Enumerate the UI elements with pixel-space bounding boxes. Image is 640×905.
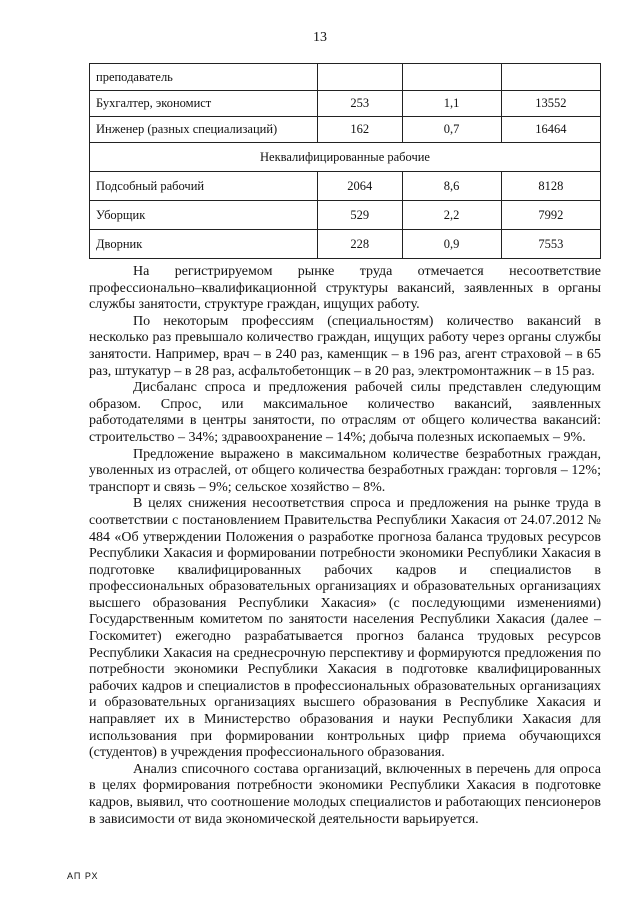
page-number: 13 xyxy=(313,30,327,45)
table-cell: 2064 xyxy=(318,172,402,201)
vacancy-table xyxy=(89,63,601,259)
table-cell-label: преподаватель xyxy=(90,64,318,91)
table-row xyxy=(90,230,601,259)
table-cell-label: Инженер (разных специализаций) xyxy=(90,117,318,143)
table-cell: 529 xyxy=(318,201,402,230)
paragraph: По некоторым профессиям (специальностям) количество вакансий в несколько раз превышало количество граждан, ищущих работу через органы службы занятости. Например, врач – в 240 раз, каменщик – в 196 раз, агент страховой – в 65 раз, штукатур – в 28 раз, асфальтобетонщик – в 20 раз, электромонтажник – в 15 раз. xyxy=(89,313,601,379)
table-cell xyxy=(501,64,600,91)
paragraph: На регистрируемом рынке труда отмечается несоответствие профессионально–квалификационной структуры вакансий, заявленных в органы службы занятости, структуре граждан, ищущих работу. xyxy=(89,264,601,313)
paragraph: Дисбаланс спроса и предложения рабочей силы представлен следующим образом. Спрос, или максимальное количество вакансий, заявленных работодателями в центры занятости, по отраслям от общего количества вакансий: строительство – 34%; здравоохранение – 14%; добыча полезных ископаемых – 9%. xyxy=(89,380,601,445)
table-row xyxy=(90,201,601,230)
table-row xyxy=(90,91,601,117)
body-text xyxy=(89,264,601,828)
table-cell: 228 xyxy=(318,230,402,259)
table-cell: 8128 xyxy=(501,172,600,201)
table-cell: 253 xyxy=(318,91,402,117)
table-cell: 13552 xyxy=(501,91,600,117)
footer-mark: АП РХ xyxy=(67,871,99,881)
table-cell: 0,9 xyxy=(402,230,501,259)
table-section-row xyxy=(90,143,601,172)
table-cell: 8,6 xyxy=(402,172,501,201)
table-section-title: Неквалифицированные рабочие xyxy=(90,143,601,172)
table-cell-label: Бухгалтер, экономист xyxy=(90,91,318,117)
table-cell: 7553 xyxy=(501,230,600,259)
table-cell xyxy=(318,64,402,91)
table-cell: 0,7 xyxy=(402,117,501,143)
table-cell: 162 xyxy=(318,117,402,143)
paragraph: Предложение выражено в максимальном количестве безработных граждан, уволенных из отраслей, от общего количества безработных граждан: торговля – 12%; транспорт и связь – 9%; сельское хозяйство – 8%. xyxy=(89,446,601,495)
table-cell xyxy=(402,64,501,91)
table-cell-label: Уборщик xyxy=(90,201,318,230)
paragraph: В целях снижения несоответствия спроса и предложения на рынке труда в соответствии с постановлением Правительства Республики Хакасия от 24.07.2012 № 484 «Об утверждении Положения о разработке прогноза баланса трудовых ресурсов Республики Хакасия и формировании потребности экономики Республики Хакасия в подготовке квалифицированных рабочих кадров и специалистов в профессиональных образовательных организациях и образовательных организациях высшего образования Республики Хакасия» (с последующими изменениями) Государственным комитетом по занятости населения Республики Хакасия (далее – Госкомитет) ежегодно разрабатывается прогноз баланса трудовых ресурсов Республики Хакасия на среднесрочную перспективу и формируются предложения по потребности экономики Республики Хакасия в подготовке квалифицированных рабочих кадров и специалистов в профессиональных образовательных организациях и образовательных организациях высшего образования в Республике Хакасия и направляет их в Министерство образования и науки Республики Хакасия для использования при формировании контрольных цифр приема обучающихся (студентов) в учреждения профессионального образования. xyxy=(89,496,601,761)
table-row xyxy=(90,64,601,91)
table-cell: 2,2 xyxy=(402,201,501,230)
table-cell: 16464 xyxy=(501,117,600,143)
table-cell-label: Подсобный рабочий xyxy=(90,172,318,201)
table-row xyxy=(90,172,601,201)
table-row xyxy=(90,117,601,143)
table-cell-label: Дворник xyxy=(90,230,318,259)
paragraph: Анализ списочного состава организаций, включенных в перечень для опроса в целях формирования потребности экономики Республики Хакасия в подготовке кадров, выявил, что соотношение молодых специалистов и работающих пенсионеров в зависимости от вида экономической деятельности варьируется. xyxy=(89,761,601,827)
table-cell: 7992 xyxy=(501,201,600,230)
table-cell: 1,1 xyxy=(402,91,501,117)
